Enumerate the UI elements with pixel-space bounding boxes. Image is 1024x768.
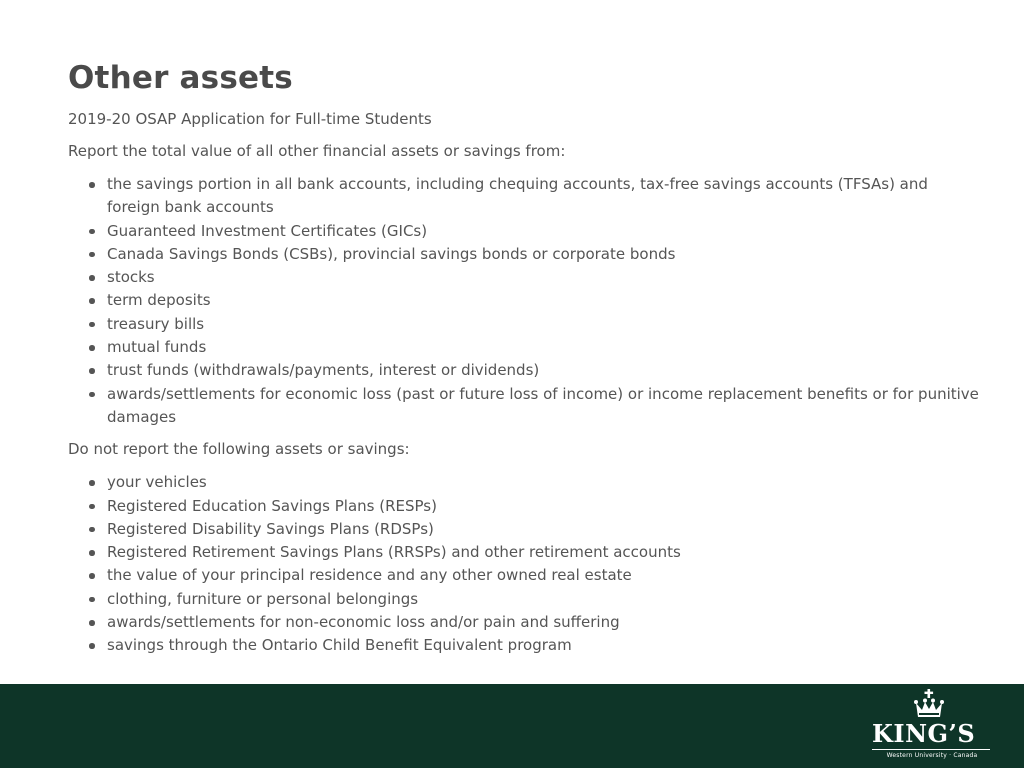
logo-subtext: Western University · Canada bbox=[886, 752, 978, 759]
list-item: stocks bbox=[107, 266, 988, 289]
subtitle: 2019-20 OSAP Application for Full-time Students bbox=[68, 110, 432, 128]
list-item: awards/settlements for non-economic loss and/or pain and suffering bbox=[107, 611, 988, 634]
exclude-intro: Do not report the following assets or savings: bbox=[68, 440, 410, 459]
list-item: Guaranteed Investment Certificates (GICs) bbox=[107, 220, 988, 243]
list-item: term deposits bbox=[107, 289, 988, 312]
list-item: your vehicles bbox=[107, 471, 988, 494]
page-title: Other assets bbox=[68, 60, 293, 96]
list-item: awards/settlements for economic loss (past or future loss of income) or income replacement benefits or for punitive damages bbox=[107, 383, 988, 430]
list-item: trust funds (withdrawals/payments, interest or dividends) bbox=[107, 359, 988, 382]
crown-icon bbox=[914, 689, 944, 721]
list-item: mutual funds bbox=[107, 336, 988, 359]
report-intro: Report the total value of all other financial assets or savings from: bbox=[68, 142, 566, 160]
list-item: Registered Disability Savings Plans (RDSPs) bbox=[107, 518, 988, 541]
list-item: clothing, furniture or personal belongings bbox=[107, 588, 988, 611]
kings-logo bbox=[866, 689, 990, 763]
list-item: Registered Education Savings Plans (RESPs) bbox=[107, 495, 988, 518]
list-item: treasury bills bbox=[107, 313, 988, 336]
exclude-list bbox=[68, 471, 988, 657]
list-item: the value of your principal residence and any other owned real estate bbox=[107, 564, 988, 587]
report-list bbox=[68, 173, 988, 429]
list-item: Registered Retirement Savings Plans (RRSPs) and other retirement accounts bbox=[107, 541, 988, 564]
slide-content bbox=[68, 58, 988, 668]
list-item: Canada Savings Bonds (CSBs), provincial savings bonds or corporate bonds bbox=[107, 243, 988, 266]
logo-wordmark: KING’S bbox=[872, 721, 990, 750]
list-item: the savings portion in all bank accounts, including chequing accounts, tax-free savings accounts (TFSAs) and foreign bank accounts bbox=[107, 173, 988, 220]
list-item: savings through the Ontario Child Benefit Equivalent program bbox=[107, 634, 988, 657]
